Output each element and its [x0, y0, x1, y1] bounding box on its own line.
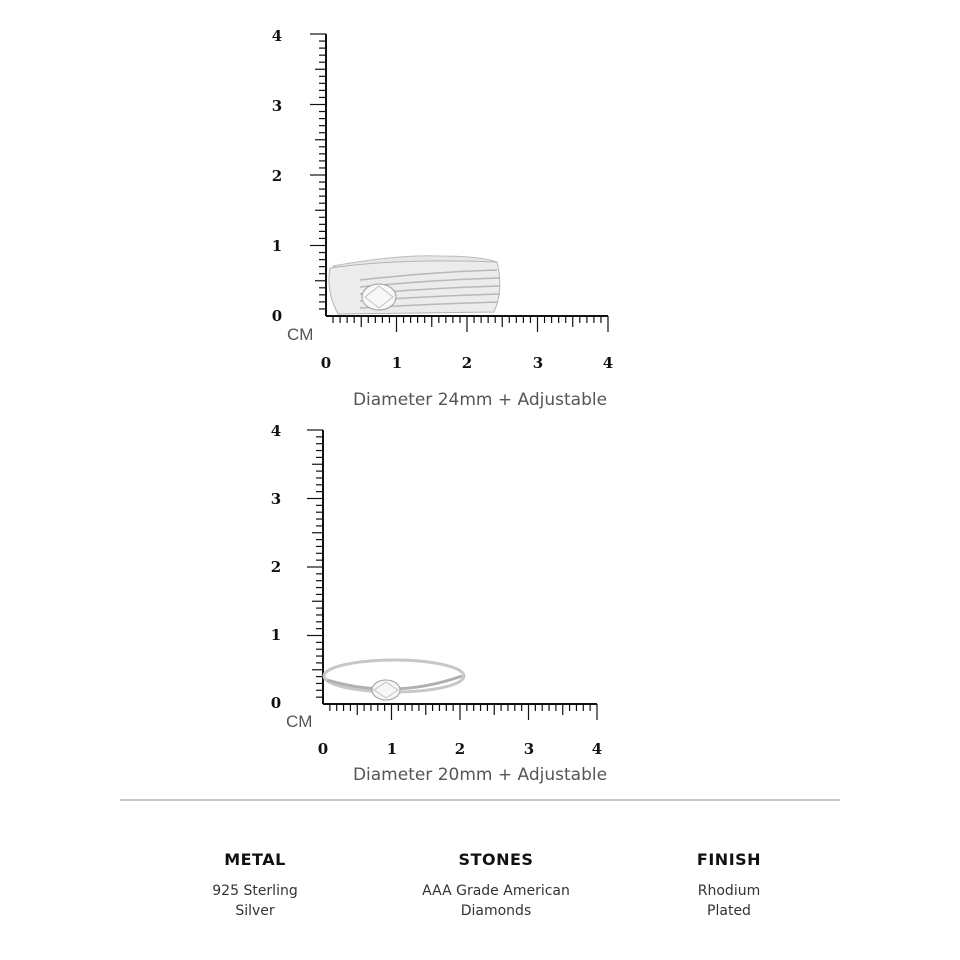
spec-metal-line-1: 925 Sterling: [212, 883, 298, 899]
spec-finish-title: FINISH: [696, 850, 762, 869]
ruler-bottom-caption: Diameter 20mm + Adjustable: [352, 765, 608, 785]
ruler-bottom-y-tick-1: 1: [270, 626, 282, 644]
spec-stones-line-2: Diamonds: [460, 903, 532, 919]
ruler-bottom-cm-label: CM: [286, 712, 313, 731]
ruler-bottom-y-tick-4: 4: [270, 422, 282, 440]
ruler-top-x-tick-1: 1: [391, 354, 403, 372]
ruler-top-x-tick-0: 0: [320, 354, 332, 372]
spec-metal-title: METAL: [224, 850, 286, 869]
ruler-bottom-y-tick-3: 3: [270, 490, 282, 508]
spec-stones-title: STONES: [458, 850, 534, 869]
ruler-top-y-tick-3: 3: [271, 97, 283, 115]
ruler-bottom-x-tick-4: 4: [591, 740, 603, 758]
ruler-top-y-tick-2: 2: [271, 167, 283, 185]
ruler-bottom-x-tick-0: 0: [317, 740, 329, 758]
section-divider: [120, 799, 840, 801]
ruler-top-caption: Diameter 24mm + Adjustable: [352, 390, 608, 410]
ruler-top-y-tick-1: 1: [271, 237, 283, 255]
ruler-top-x-tick-2: 2: [461, 354, 473, 372]
spec-metal: [135, 850, 375, 921]
ruler-top-y-tick-0: 0: [271, 307, 283, 325]
spec-finish-line-1: Rhodium: [697, 883, 761, 899]
ruler-top-x-tick-3: 3: [532, 354, 544, 372]
ruler-bottom-x-tick-1: 1: [386, 740, 398, 758]
spec-metal-line-2: Silver: [235, 903, 275, 919]
ruler-bottom-x-tick-2: 2: [454, 740, 466, 758]
ruler-top-x-tick-4: 4: [602, 354, 614, 372]
spec-stones: [376, 850, 616, 921]
ruler-bottom-y-tick-2: 2: [270, 558, 282, 576]
ruler-top-y-tick-4: 4: [271, 27, 283, 45]
spec-finish-line-2: Plated: [707, 903, 751, 919]
ruler-bottom-x-tick-3: 3: [523, 740, 535, 758]
ruler-top-cm-label: CM: [287, 325, 314, 344]
spec-finish: [609, 850, 849, 921]
spec-stones-line-1: AAA Grade American: [422, 883, 570, 899]
ruler-bottom-y-tick-0: 0: [270, 694, 282, 712]
